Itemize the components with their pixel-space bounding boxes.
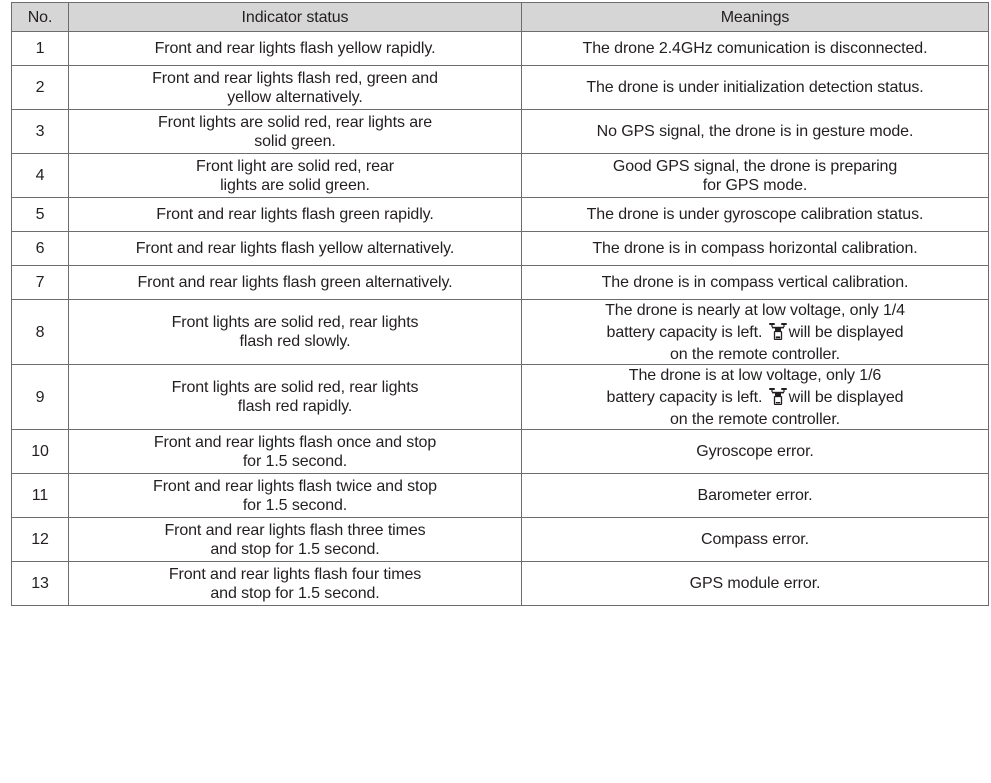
meaning-cell: Gyroscope error. bbox=[522, 430, 989, 474]
table-row bbox=[12, 518, 989, 562]
meaning-cell: The drone 2.4GHz comunication is disconnected. bbox=[522, 32, 989, 66]
indicator-status-cell: Front and rear lights flash green rapidly. bbox=[69, 198, 522, 232]
table-row bbox=[12, 300, 989, 365]
indicator-status-cell: Front and rear lights flash four times and stop for 1.5 second. bbox=[69, 562, 522, 606]
meaning-text-before-icon: The drone is at low voltage, only 1/6 battery capacity is left. bbox=[606, 366, 882, 406]
header-meanings: Meanings bbox=[522, 3, 989, 32]
row-number: 5 bbox=[12, 198, 69, 232]
row-number: 10 bbox=[12, 430, 69, 474]
indicator-status-cell: Front lights are solid red, rear lights flash red slowly. bbox=[69, 300, 522, 365]
row-number: 2 bbox=[12, 66, 69, 110]
row-number: 6 bbox=[12, 232, 69, 266]
meaning-text-after-icon: will be displayed on the remote controller. bbox=[669, 388, 904, 428]
meaning-cell: The drone is in compass vertical calibration. bbox=[522, 266, 989, 300]
row-number: 4 bbox=[12, 154, 69, 198]
indicator-status-cell: Front and rear lights flash once and stop for 1.5 second. bbox=[69, 430, 522, 474]
row-number: 8 bbox=[12, 300, 69, 365]
table-row bbox=[12, 474, 989, 518]
header-indicator-status: Indicator status bbox=[69, 3, 522, 32]
indicator-status-cell: Front and rear lights flash three times and stop for 1.5 second. bbox=[69, 518, 522, 562]
indicator-status-cell: Front and rear lights flash red, green and yellow alternatively. bbox=[69, 66, 522, 110]
meaning-cell: Compass error. bbox=[522, 518, 989, 562]
indicator-status-cell: Front lights are solid red, rear lights flash red rapidly. bbox=[69, 365, 522, 430]
meaning-cell: The drone is under gyroscope calibration status. bbox=[522, 198, 989, 232]
drone-low-battery-icon bbox=[768, 320, 788, 345]
table-row bbox=[12, 110, 989, 154]
meaning-text-before-icon: The drone is nearly at low voltage, only 1/4 battery capacity is left. bbox=[605, 301, 905, 341]
indicator-table-container bbox=[11, 2, 988, 606]
table-row bbox=[12, 154, 989, 198]
indicator-status-cell: Front light are solid red, rear lights are solid green. bbox=[69, 154, 522, 198]
table-row bbox=[12, 365, 989, 430]
table-row bbox=[12, 562, 989, 606]
table-row bbox=[12, 266, 989, 300]
table-row bbox=[12, 232, 989, 266]
meaning-cell: Good GPS signal, the drone is preparing for GPS mode. bbox=[522, 154, 989, 198]
table-row bbox=[12, 32, 989, 66]
row-number: 12 bbox=[12, 518, 69, 562]
row-number: 11 bbox=[12, 474, 69, 518]
row-number: 13 bbox=[12, 562, 69, 606]
table-row bbox=[12, 198, 989, 232]
indicator-status-cell: Front and rear lights flash yellow rapidly. bbox=[69, 32, 522, 66]
indicator-status-cell: Front and rear lights flash twice and stop for 1.5 second. bbox=[69, 474, 522, 518]
table-row bbox=[12, 66, 989, 110]
row-number: 1 bbox=[12, 32, 69, 66]
indicator-status-cell: Front and rear lights flash yellow alternatively. bbox=[69, 232, 522, 266]
meaning-cell: No GPS signal, the drone is in gesture mode. bbox=[522, 110, 989, 154]
meaning-cell: The drone is in compass horizontal calibration. bbox=[522, 232, 989, 266]
table-header-row bbox=[12, 3, 989, 32]
row-number: 3 bbox=[12, 110, 69, 154]
meaning-text-after-icon: will be displayed on the remote controller. bbox=[669, 323, 904, 363]
meaning-cell: Barometer error. bbox=[522, 474, 989, 518]
indicator-status-cell: Front and rear lights flash green alternatively. bbox=[69, 266, 522, 300]
meaning-cell bbox=[522, 300, 989, 365]
drone-low-battery-icon bbox=[768, 385, 788, 410]
meaning-cell bbox=[522, 365, 989, 430]
row-number: 9 bbox=[12, 365, 69, 430]
indicator-status-table bbox=[11, 2, 989, 606]
table-row bbox=[12, 430, 989, 474]
indicator-status-cell: Front lights are solid red, rear lights are solid green. bbox=[69, 110, 522, 154]
header-no: No. bbox=[12, 3, 69, 32]
meaning-cell: The drone is under initialization detection status. bbox=[522, 66, 989, 110]
row-number: 7 bbox=[12, 266, 69, 300]
meaning-cell: GPS module error. bbox=[522, 562, 989, 606]
